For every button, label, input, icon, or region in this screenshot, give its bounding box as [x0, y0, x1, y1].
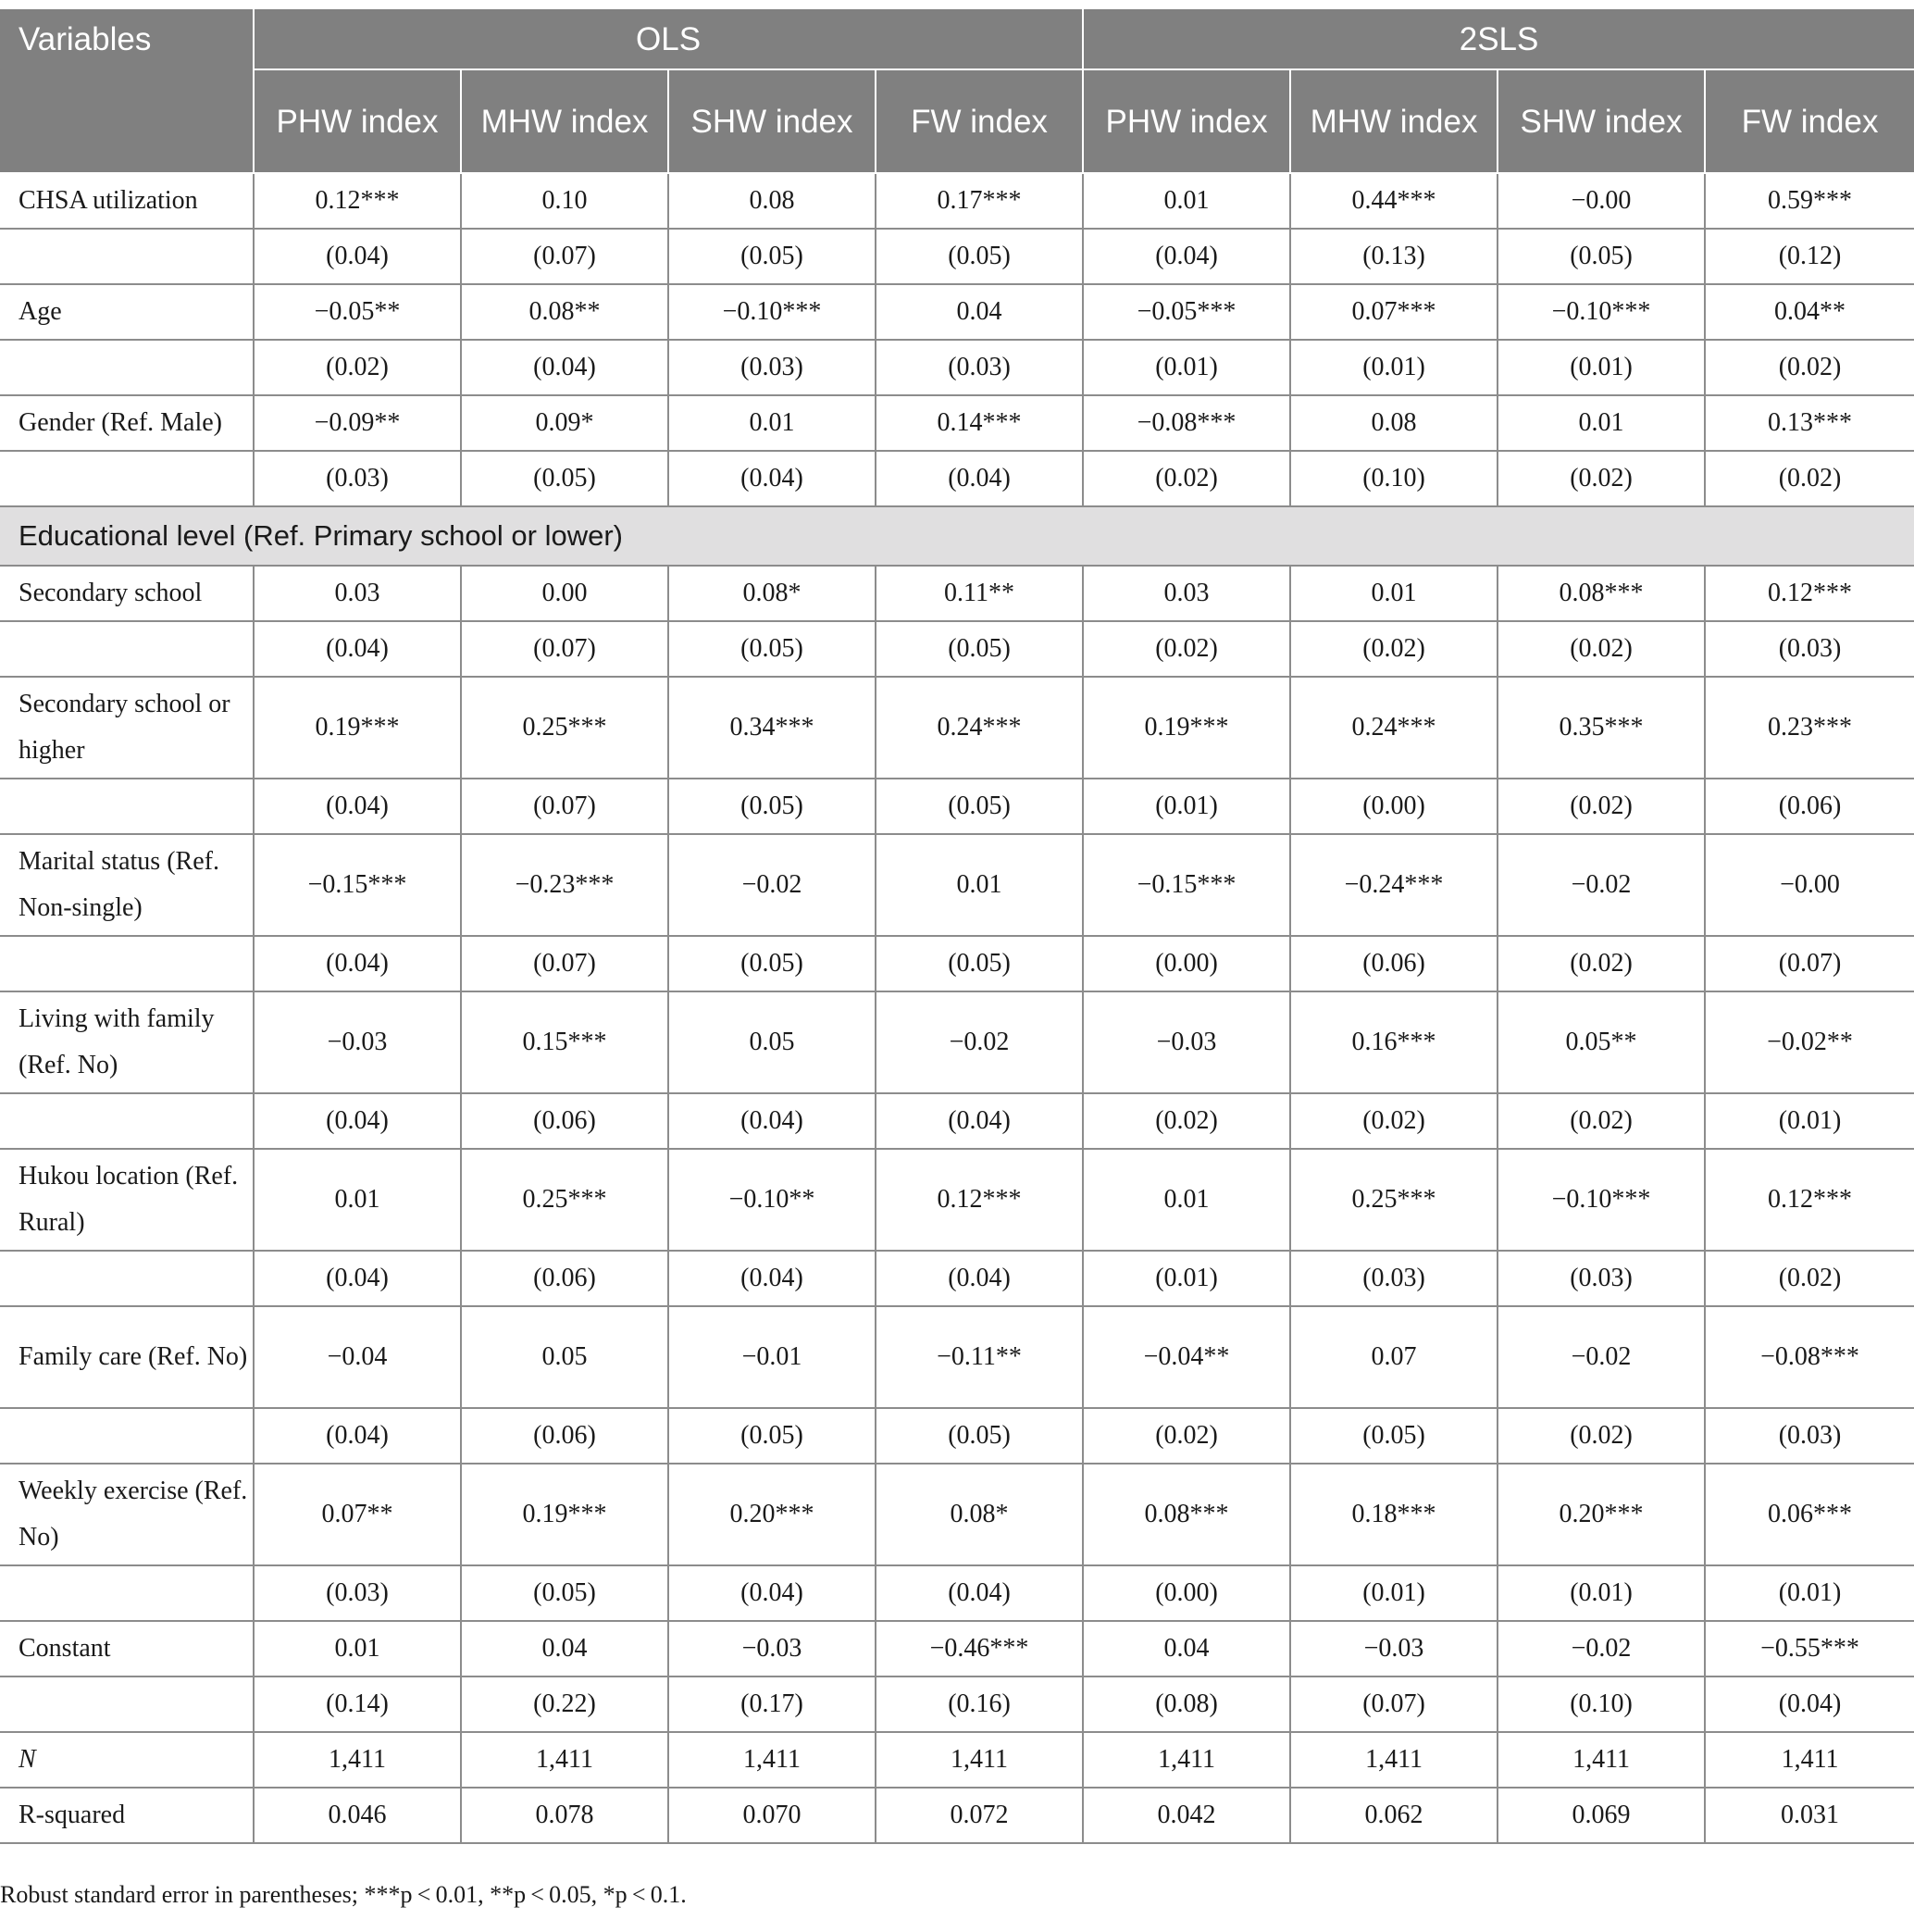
table-cell: (0.02)	[1498, 1093, 1705, 1149]
table-cell: 0.19***	[254, 677, 461, 779]
table-row	[0, 566, 1914, 621]
table-row	[0, 936, 1914, 991]
row-label	[0, 340, 254, 395]
table-row	[0, 621, 1914, 677]
table-cell: 0.078	[461, 1788, 668, 1843]
table-cell: 0.05	[668, 991, 876, 1093]
row-label	[0, 779, 254, 834]
table-cell: (0.04)	[668, 1251, 876, 1306]
table-cell: 0.10	[461, 173, 668, 229]
table-cell: (0.01)	[1498, 1565, 1705, 1621]
column-header: FW index	[876, 69, 1083, 173]
table-cell: (0.02)	[1083, 621, 1290, 677]
row-label: Constant	[0, 1621, 254, 1676]
regression-table-container	[0, 7, 1914, 1844]
table-cell: (0.10)	[1290, 451, 1498, 506]
table-cell: (0.05)	[668, 1408, 876, 1464]
table-cell: −0.15***	[1083, 834, 1290, 936]
row-label: Marital status (Ref. Non-single)	[0, 834, 254, 936]
table-cell: 0.031	[1705, 1788, 1914, 1843]
table-cell: −0.10**	[668, 1149, 876, 1251]
table-cell: (0.05)	[876, 229, 1083, 284]
table-cell: (0.05)	[668, 936, 876, 991]
regression-table	[0, 7, 1914, 1844]
table-cell: −0.10***	[1498, 1149, 1705, 1251]
table-cell: (0.16)	[876, 1676, 1083, 1732]
table-cell: 0.04**	[1705, 284, 1914, 340]
table-cell: 0.05	[461, 1306, 668, 1408]
table-header	[0, 8, 1914, 173]
row-label: R-squared	[0, 1788, 254, 1843]
table-cell: 0.08*	[668, 566, 876, 621]
table-cell: (0.04)	[254, 1093, 461, 1149]
table-cell: 0.07***	[1290, 284, 1498, 340]
table-cell: (0.01)	[1290, 1565, 1498, 1621]
table-cell: 0.04	[876, 284, 1083, 340]
table-cell: 0.04	[1083, 1621, 1290, 1676]
table-cell: (0.05)	[1498, 229, 1705, 284]
column-header: SHW index	[668, 69, 876, 173]
table-cell: (0.04)	[668, 1093, 876, 1149]
table-cell: 0.24***	[1290, 677, 1498, 779]
table-row	[0, 1149, 1914, 1251]
table-cell: (0.04)	[254, 621, 461, 677]
row-label	[0, 451, 254, 506]
table-cell: −0.03	[668, 1621, 876, 1676]
table-cell: 0.01	[668, 395, 876, 451]
table-cell: (0.08)	[1083, 1676, 1290, 1732]
table-cell: (0.02)	[1705, 1251, 1914, 1306]
table-cell: (0.04)	[668, 1565, 876, 1621]
table-cell: 0.16***	[1290, 991, 1498, 1093]
table-cell: 0.01	[1083, 173, 1290, 229]
row-label	[0, 229, 254, 284]
table-cell: −0.24***	[1290, 834, 1498, 936]
table-cell: (0.04)	[876, 1093, 1083, 1149]
table-row	[0, 284, 1914, 340]
table-cell: −0.02	[1498, 1621, 1705, 1676]
table-cell: 0.062	[1290, 1788, 1498, 1843]
table-cell: (0.02)	[1498, 779, 1705, 834]
table-cell: (0.02)	[1498, 621, 1705, 677]
table-cell: 1,411	[668, 1732, 876, 1788]
table-cell: (0.04)	[254, 229, 461, 284]
row-label: Age	[0, 284, 254, 340]
row-label	[0, 936, 254, 991]
table-cell: 0.069	[1498, 1788, 1705, 1843]
table-row	[0, 1676, 1914, 1732]
table-cell: (0.07)	[1705, 936, 1914, 991]
table-cell: −0.02	[668, 834, 876, 936]
table-cell: 0.01	[254, 1149, 461, 1251]
table-cell: (0.04)	[668, 451, 876, 506]
table-cell: 0.24***	[876, 677, 1083, 779]
table-cell: 0.08	[668, 173, 876, 229]
table-cell: (0.02)	[1498, 936, 1705, 991]
table-cell: 0.14***	[876, 395, 1083, 451]
row-label	[0, 1251, 254, 1306]
table-row	[0, 1732, 1914, 1788]
table-cell: (0.03)	[1705, 1408, 1914, 1464]
table-cell: (0.06)	[1705, 779, 1914, 834]
table-cell: −0.09**	[254, 395, 461, 451]
table-cell: (0.03)	[668, 340, 876, 395]
table-cell: 0.19***	[1083, 677, 1290, 779]
table-cell: 0.12***	[1705, 566, 1914, 621]
table-row	[0, 229, 1914, 284]
table-cell: 0.070	[668, 1788, 876, 1843]
table-cell: 1,411	[1290, 1732, 1498, 1788]
table-cell: (0.02)	[1290, 1093, 1498, 1149]
table-cell: −0.04	[254, 1306, 461, 1408]
table-cell: 0.01	[876, 834, 1083, 936]
table-cell: (0.00)	[1290, 779, 1498, 834]
table-cell: −0.02	[1498, 1306, 1705, 1408]
table-cell: 0.20***	[668, 1464, 876, 1565]
column-header: PHW index	[254, 69, 461, 173]
table-cell: 0.05**	[1498, 991, 1705, 1093]
table-cell: (0.13)	[1290, 229, 1498, 284]
table-cell: (0.05)	[461, 451, 668, 506]
table-cell: −0.11**	[876, 1306, 1083, 1408]
table-cell: −0.03	[1290, 1621, 1498, 1676]
table-cell: 1,411	[1705, 1732, 1914, 1788]
table-cell: (0.04)	[876, 1565, 1083, 1621]
table-cell: 0.08***	[1498, 566, 1705, 621]
table-row	[0, 779, 1914, 834]
table-row	[0, 1251, 1914, 1306]
table-row	[0, 1093, 1914, 1149]
table-cell: 0.25***	[1290, 1149, 1498, 1251]
table-cell: 0.12***	[876, 1149, 1083, 1251]
table-cell: (0.06)	[461, 1408, 668, 1464]
table-cell: −0.02**	[1705, 991, 1914, 1093]
table-cell: (0.02)	[1498, 451, 1705, 506]
table-row	[0, 395, 1914, 451]
table-cell: (0.07)	[461, 936, 668, 991]
row-label: Gender (Ref. Male)	[0, 395, 254, 451]
table-cell: (0.00)	[1083, 936, 1290, 991]
table-cell: −0.05**	[254, 284, 461, 340]
table-cell: 0.18***	[1290, 1464, 1498, 1565]
table-cell: (0.03)	[254, 1565, 461, 1621]
table-cell: (0.04)	[461, 340, 668, 395]
table-row	[0, 340, 1914, 395]
table-cell: 0.15***	[461, 991, 668, 1093]
table-cell: −0.55***	[1705, 1621, 1914, 1676]
table-cell: 1,411	[254, 1732, 461, 1788]
table-cell: 0.072	[876, 1788, 1083, 1843]
table-row	[0, 677, 1914, 779]
table-cell: (0.05)	[668, 621, 876, 677]
table-cell: 0.08**	[461, 284, 668, 340]
row-label: Hukou location (Ref. Rural)	[0, 1149, 254, 1251]
table-body	[0, 173, 1914, 1843]
table-row	[0, 834, 1914, 936]
table-cell: 0.35***	[1498, 677, 1705, 779]
row-label: Weekly exercise (Ref. No)	[0, 1464, 254, 1565]
table-cell: (0.05)	[876, 779, 1083, 834]
table-row	[0, 1788, 1914, 1843]
table-cell: −0.15***	[254, 834, 461, 936]
table-cell: 1,411	[461, 1732, 668, 1788]
table-cell: (0.03)	[1290, 1251, 1498, 1306]
table-cell: (0.01)	[1083, 1251, 1290, 1306]
table-cell: (0.02)	[1290, 621, 1498, 677]
table-cell: (0.01)	[1083, 779, 1290, 834]
table-cell: 0.07**	[254, 1464, 461, 1565]
table-cell: −0.10***	[1498, 284, 1705, 340]
table-cell: −0.02	[1498, 834, 1705, 936]
table-row	[0, 173, 1914, 229]
table-cell: (0.07)	[461, 229, 668, 284]
table-cell: −0.23***	[461, 834, 668, 936]
variables-header: Variables	[0, 8, 254, 173]
table-cell: (0.05)	[1290, 1408, 1498, 1464]
table-cell: (0.04)	[254, 1408, 461, 1464]
row-label: Secondary school	[0, 566, 254, 621]
table-cell: −0.10***	[668, 284, 876, 340]
table-cell: −0.04**	[1083, 1306, 1290, 1408]
section-row	[0, 506, 1914, 566]
table-cell: (0.04)	[876, 451, 1083, 506]
table-cell: −0.08***	[1083, 395, 1290, 451]
table-cell: 0.17***	[876, 173, 1083, 229]
table-cell: (0.02)	[1705, 451, 1914, 506]
table-cell: (0.07)	[1290, 1676, 1498, 1732]
table-cell: (0.01)	[1705, 1565, 1914, 1621]
table-cell: −0.00	[1705, 834, 1914, 936]
table-cell: −0.03	[254, 991, 461, 1093]
table-cell: 0.08	[1290, 395, 1498, 451]
table-cell: 1,411	[876, 1732, 1083, 1788]
table-cell: 0.20***	[1498, 1464, 1705, 1565]
table-cell: (0.07)	[461, 621, 668, 677]
table-cell: 0.06***	[1705, 1464, 1914, 1565]
table-cell: 1,411	[1083, 1732, 1290, 1788]
row-label: Family care (Ref. No)	[0, 1306, 254, 1408]
group-header-ols: OLS	[254, 8, 1083, 69]
column-header: PHW index	[1083, 69, 1290, 173]
table-row	[0, 1565, 1914, 1621]
table-cell: (0.04)	[254, 779, 461, 834]
table-cell: 0.04	[461, 1621, 668, 1676]
table-cell: (0.05)	[876, 936, 1083, 991]
table-cell: 0.07	[1290, 1306, 1498, 1408]
table-cell: 0.59***	[1705, 173, 1914, 229]
table-cell: (0.04)	[1705, 1676, 1914, 1732]
table-cell: 0.12***	[254, 173, 461, 229]
row-label	[0, 1676, 254, 1732]
table-row	[0, 1408, 1914, 1464]
table-cell: 0.11**	[876, 566, 1083, 621]
table-cell: (0.01)	[1083, 340, 1290, 395]
table-cell: (0.02)	[1498, 1408, 1705, 1464]
table-cell: −0.08***	[1705, 1306, 1914, 1408]
column-header: MHW index	[1290, 69, 1498, 173]
table-cell: 0.046	[254, 1788, 461, 1843]
row-label	[0, 621, 254, 677]
column-header: MHW index	[461, 69, 668, 173]
table-cell: (0.01)	[1290, 340, 1498, 395]
table-cell: (0.06)	[461, 1251, 668, 1306]
table-cell: (0.04)	[254, 1251, 461, 1306]
table-cell: −0.03	[1083, 991, 1290, 1093]
row-label	[0, 1408, 254, 1464]
table-cell: (0.02)	[1083, 1093, 1290, 1149]
table-row	[0, 1306, 1914, 1408]
table-cell: 0.01	[1290, 566, 1498, 621]
table-cell: −0.01	[668, 1306, 876, 1408]
table-cell: −0.05***	[1083, 284, 1290, 340]
table-footnote: Robust standard error in parentheses; ***p < 0.01, **p < 0.05, *p < 0.1.	[0, 1881, 687, 1908]
table-cell: (0.02)	[1083, 451, 1290, 506]
table-cell: (0.22)	[461, 1676, 668, 1732]
table-cell: 0.03	[1083, 566, 1290, 621]
column-header: SHW index	[1498, 69, 1705, 173]
table-cell: 0.042	[1083, 1788, 1290, 1843]
table-cell: (0.07)	[461, 779, 668, 834]
table-cell: (0.06)	[461, 1093, 668, 1149]
table-cell: 0.25***	[461, 1149, 668, 1251]
table-cell: 0.08***	[1083, 1464, 1290, 1565]
table-cell: 0.01	[254, 1621, 461, 1676]
table-cell: −0.02	[876, 991, 1083, 1093]
table-cell: 0.25***	[461, 677, 668, 779]
table-cell: (0.05)	[876, 621, 1083, 677]
table-row	[0, 451, 1914, 506]
table-cell: (0.14)	[254, 1676, 461, 1732]
table-cell: 0.34***	[668, 677, 876, 779]
table-cell: (0.05)	[876, 1408, 1083, 1464]
table-cell: 0.13***	[1705, 395, 1914, 451]
table-cell: (0.00)	[1083, 1565, 1290, 1621]
table-cell: (0.06)	[1290, 936, 1498, 991]
table-cell: (0.10)	[1498, 1676, 1705, 1732]
table-cell: 0.01	[1083, 1149, 1290, 1251]
table-cell: (0.03)	[1498, 1251, 1705, 1306]
table-cell: (0.05)	[668, 229, 876, 284]
row-label: N	[0, 1732, 254, 1788]
table-cell: (0.17)	[668, 1676, 876, 1732]
table-cell: (0.02)	[1705, 340, 1914, 395]
table-cell: −0.00	[1498, 173, 1705, 229]
table-cell: (0.04)	[254, 936, 461, 991]
table-cell: (0.01)	[1705, 1093, 1914, 1149]
table-cell: 0.03	[254, 566, 461, 621]
table-cell: (0.03)	[254, 451, 461, 506]
table-cell: 1,411	[1498, 1732, 1705, 1788]
table-cell: (0.03)	[876, 340, 1083, 395]
section-label: Educational level (Ref. Primary school or lower)	[0, 506, 1914, 566]
table-row	[0, 991, 1914, 1093]
table-cell: (0.01)	[1498, 340, 1705, 395]
table-cell: 0.08*	[876, 1464, 1083, 1565]
row-label	[0, 1093, 254, 1149]
table-row	[0, 1464, 1914, 1565]
table-cell: (0.03)	[1705, 621, 1914, 677]
table-cell: 0.01	[1498, 395, 1705, 451]
table-cell: 0.19***	[461, 1464, 668, 1565]
table-cell: −0.46***	[876, 1621, 1083, 1676]
table-cell: (0.05)	[461, 1565, 668, 1621]
row-label: Living with family (Ref. No)	[0, 991, 254, 1093]
table-cell: (0.02)	[254, 340, 461, 395]
table-cell: (0.05)	[668, 779, 876, 834]
table-cell: (0.04)	[876, 1251, 1083, 1306]
row-label: Secondary school or higher	[0, 677, 254, 779]
table-cell: 0.12***	[1705, 1149, 1914, 1251]
row-label	[0, 1565, 254, 1621]
group-header-2sls: 2SLS	[1083, 8, 1914, 69]
table-cell: 0.23***	[1705, 677, 1914, 779]
column-header: FW index	[1705, 69, 1914, 173]
table-cell: (0.12)	[1705, 229, 1914, 284]
row-label: CHSA utilization	[0, 173, 254, 229]
table-cell: (0.02)	[1083, 1408, 1290, 1464]
table-cell: 0.44***	[1290, 173, 1498, 229]
table-cell: (0.04)	[1083, 229, 1290, 284]
table-cell: 0.09*	[461, 395, 668, 451]
table-cell: 0.00	[461, 566, 668, 621]
table-row	[0, 1621, 1914, 1676]
